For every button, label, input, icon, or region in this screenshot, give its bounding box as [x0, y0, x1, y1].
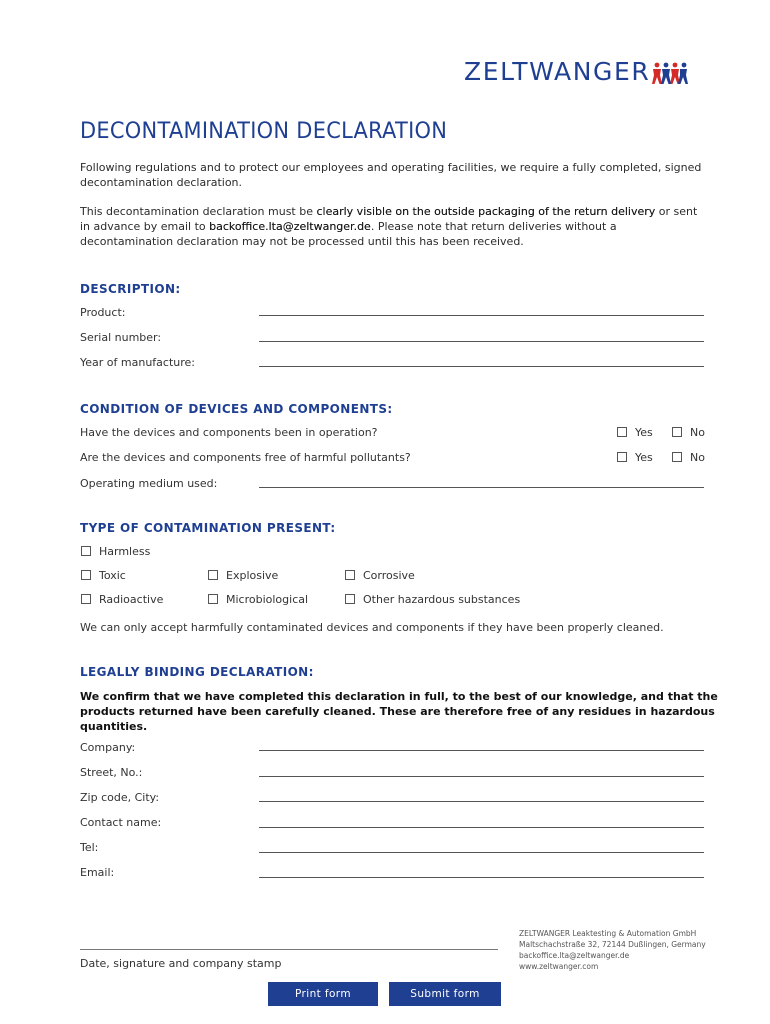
corrosive-label: Corrosive [363, 569, 415, 582]
pollutants-yes-checkbox[interactable] [617, 452, 627, 462]
explosive-checkbox[interactable] [208, 570, 218, 580]
toxic-checkbox[interactable] [81, 570, 91, 580]
corrosive-checkbox[interactable] [345, 570, 355, 580]
address-line-1: ZELTWANGER Leaktesting & Automation GmbH [519, 929, 697, 938]
medium-field[interactable] [259, 487, 704, 488]
operation-yes-label: Yes [635, 426, 653, 439]
company-address [519, 928, 706, 972]
company-field[interactable] [259, 750, 704, 751]
legal-text: We confirm that we have completed this declaration in full, to the best of our knowledge, and that the products returned have been carefully cleaned. These are therefore free of any residues in hazardous quantities. [80, 690, 718, 733]
contamination-heading: TYPE OF CONTAMINATION PRESENT: [80, 521, 336, 535]
operation-yes-checkbox[interactable] [617, 427, 627, 437]
intro-p2-emphasis: clearly visible on the outside packaging of the return delivery [316, 205, 656, 218]
address-email: backoffice.lta@zeltwanger.de [519, 951, 630, 960]
signature-field[interactable] [80, 949, 498, 950]
other-hazardous-checkbox[interactable] [345, 594, 355, 604]
condition-heading: CONDITION OF DEVICES AND COMPONENTS: [80, 402, 393, 416]
microbiological-checkbox[interactable] [208, 594, 218, 604]
street-label: Street, No.: [80, 766, 143, 779]
contact-name-field[interactable] [259, 827, 704, 828]
zip-city-field[interactable] [259, 801, 704, 802]
print-form-button[interactable]: Print form [268, 982, 378, 1006]
product-field[interactable] [259, 315, 704, 316]
other-hazardous-label: Other hazardous substances [363, 593, 521, 606]
contamination-note: We can only accept harmfully contaminated devices and components if they have been properly cleaned. [80, 621, 664, 634]
description-heading: DESCRIPTION: [80, 282, 181, 296]
serial-number-label: Serial number: [80, 331, 162, 344]
operation-no-checkbox[interactable] [672, 427, 682, 437]
intro-p2-a: This decontamination declaration must be [80, 205, 317, 218]
email-label: Email: [80, 866, 115, 879]
street-field[interactable] [259, 776, 704, 777]
address-line-2: Maltschachstraße 32, 72144 Dußlingen, Germany [519, 940, 706, 949]
microbiological-label: Microbiological [226, 593, 309, 606]
pollutants-no-label: No [690, 451, 705, 464]
pollutants-yes-label: Yes [635, 451, 653, 464]
product-label: Product: [80, 306, 126, 319]
operation-no-label: No [690, 426, 705, 439]
logo-wordmark: ZELTWANGER [464, 57, 651, 86]
intro-paragraph-2 [80, 204, 710, 249]
harmless-label: Harmless [99, 545, 151, 558]
company-label: Company: [80, 741, 136, 754]
intro-paragraph-1: Following regulations and to protect our employees and operating facilities, we require a fully completed, signed decontamination declaration. [80, 161, 702, 189]
email-field[interactable] [259, 877, 704, 878]
address-website: www.zeltwanger.com [519, 962, 599, 971]
people-logo-icon [652, 62, 688, 86]
operation-question: Have the devices and components been in operation? [80, 426, 378, 439]
toxic-label: Toxic [99, 569, 126, 582]
serial-number-field[interactable] [259, 341, 704, 342]
intro-p2-e: . Please note that return deliveries without a decontamination declaration may not be processed until this has been received. [80, 220, 617, 248]
company-logo [464, 58, 688, 86]
radioactive-checkbox[interactable] [81, 594, 91, 604]
harmless-checkbox[interactable] [81, 546, 91, 556]
submit-form-button[interactable]: Submit form [389, 982, 501, 1006]
contact-name-label: Contact name: [80, 816, 162, 829]
tel-label: Tel: [80, 841, 99, 854]
page-title: DECONTAMINATION DECLARATION [80, 118, 448, 144]
intro-p2-email: backoffice.lta@zeltwanger.de [209, 220, 371, 233]
pollutants-no-checkbox[interactable] [672, 452, 682, 462]
medium-label: Operating medium used: [80, 477, 218, 490]
tel-field[interactable] [259, 852, 704, 853]
legal-heading: LEGALLY BINDING DECLARATION: [80, 665, 314, 679]
zip-city-label: Zip code, City: [80, 791, 160, 804]
intro-p2-c: or sent in advance by email to [80, 205, 698, 233]
signature-label: Date, signature and company stamp [80, 957, 282, 970]
radioactive-label: Radioactive [99, 593, 164, 606]
year-label: Year of manufacture: [80, 356, 195, 369]
pollutants-question: Are the devices and components free of harmful pollutants? [80, 451, 411, 464]
explosive-label: Explosive [226, 569, 279, 582]
year-field[interactable] [259, 366, 704, 367]
